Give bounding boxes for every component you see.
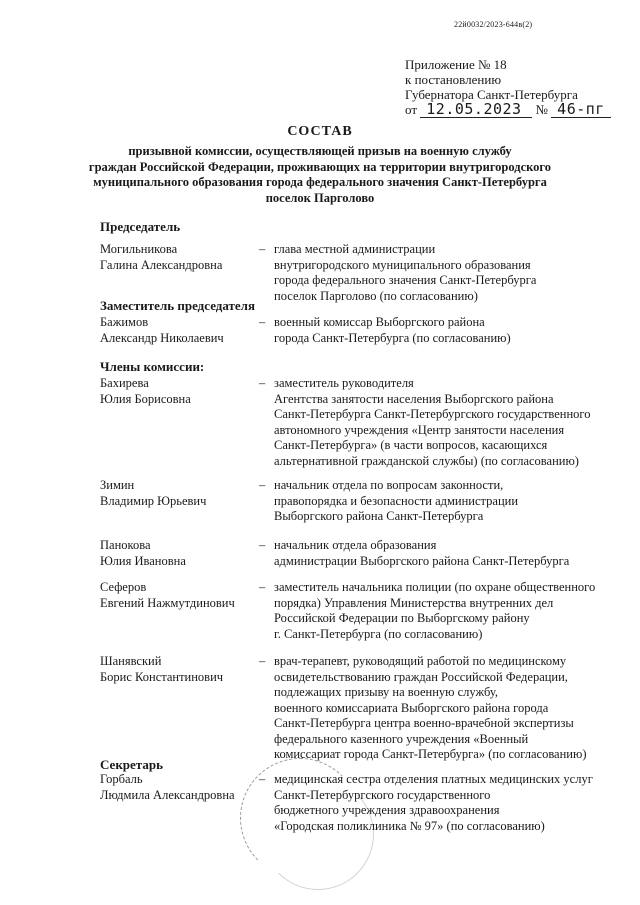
member-name-line: Сеферов xyxy=(100,580,147,594)
annex-to-resolution: к постановлению xyxy=(405,72,502,87)
member-position-line: Выборгского района Санкт-Петербурга xyxy=(274,509,484,523)
annex-date: 12.05.2023 xyxy=(420,102,532,118)
member-position-line: автономного учреждения «Центр занятости населения xyxy=(274,422,565,437)
member-name xyxy=(100,772,255,803)
dash-separator: – xyxy=(259,654,266,668)
dash-separator: – xyxy=(259,315,266,329)
member-position-line: администрации Выборгского района Санкт-Петербурга xyxy=(274,553,570,568)
member-name-line: Александр Николаевич xyxy=(100,330,224,345)
member-name-line: Людмила Александровна xyxy=(100,787,235,802)
member-name-line: Юлия Борисовна xyxy=(100,391,191,406)
member-name xyxy=(100,580,255,611)
member-position-line: г. Санкт-Петербурга (по согласованию) xyxy=(274,626,483,641)
member-name-line: Юлия Ивановна xyxy=(100,553,186,568)
dash-separator: – xyxy=(259,376,266,390)
member-name-line: Горбаль xyxy=(100,772,143,786)
document-title xyxy=(0,124,640,206)
member-position-line: Российской Федерации по Выборгскому району xyxy=(274,611,530,625)
member-position-line: Агентства занятости населения Выборгского района xyxy=(274,391,554,406)
member-name-line: Борис Константинович xyxy=(100,669,224,684)
title-line-2: граждан Российской Федерации, проживающих на территории внутригородского xyxy=(88,159,552,174)
member-position-line: военный комиссар Выборгского района xyxy=(274,315,485,329)
member-position-line: комиссариат города Санкт-Петербурга» (по согласованию) xyxy=(274,747,587,761)
annex-resolution-number: 46-пг xyxy=(551,102,611,118)
member-position-line: освидетельствованию граждан Российской Федерации, xyxy=(274,669,568,684)
seal-stamp-outline xyxy=(262,778,374,890)
title-heading: СОСТАВ xyxy=(287,124,353,139)
member-name-line: Бажимов xyxy=(100,315,149,329)
dash-separator: – xyxy=(259,538,266,552)
member-position-line: медицинская сестра отделения платных медицинских услуг xyxy=(274,772,593,786)
member-position-line: врач-терапевт, руководящий работой по медицинскому xyxy=(274,654,567,668)
annex-from-label: от xyxy=(405,102,418,117)
member-position-line: альтернативной гражданской службы) (по согласованию) xyxy=(274,453,579,468)
title-line-1: призывной комиссии, осуществляющей призыв на военную службу xyxy=(128,144,512,158)
member-name xyxy=(100,376,255,407)
member-position-line: «Городская поликлиника № 97» (по согласованию) xyxy=(274,818,545,833)
member-position xyxy=(274,580,624,642)
member-name-line: Галина Александровна xyxy=(100,257,223,272)
section-members: Члены комиссии: xyxy=(100,359,205,374)
member-position-line: военного комиссариата Выборгского района города xyxy=(274,700,549,715)
annex-date-line xyxy=(405,102,625,118)
member-name xyxy=(100,242,255,273)
member-name-line: Владимир Юрьевич xyxy=(100,493,207,508)
annex-reference xyxy=(405,57,625,118)
member-position xyxy=(274,376,624,469)
member-position-line: правопорядка и безопасности администрации xyxy=(274,493,519,508)
member-name-line: Евгений Нажмутдинович xyxy=(100,595,235,610)
member-position-line: поселок Парголово (по согласованию) xyxy=(274,288,478,303)
member-name-line: Панокова xyxy=(100,538,151,552)
member-name-line: Могильникова xyxy=(100,242,178,256)
member-position-line: федерального казенного учреждения «Военный xyxy=(274,731,529,746)
annex-governor: Губернатора Санкт-Петербурга xyxy=(405,87,578,102)
section-secretary: Секретарь xyxy=(100,757,163,772)
member-position-line: порядка) Управления Министерства внутренних дел xyxy=(274,595,554,610)
annex-number: Приложение № 18 xyxy=(405,57,507,72)
dash-separator: – xyxy=(259,242,266,256)
member-position-line: Санкт-Петербургского государственного xyxy=(274,787,491,802)
annex-number-label: № xyxy=(535,102,548,117)
title-line-3: муниципального образования города федерального значения Санкт-Петербурга xyxy=(93,175,547,189)
member-name-line: Бахирева xyxy=(100,376,149,390)
document-code: 22й0032/2023-644в(2) xyxy=(454,20,533,29)
member-position-line: Санкт-Петербурга» (в части вопросов, касающихся xyxy=(274,438,548,452)
member-name xyxy=(100,538,255,569)
dash-separator: – xyxy=(259,478,266,492)
member-name-line: Шанявский xyxy=(100,654,162,668)
dash-separator: – xyxy=(259,580,266,594)
member-name xyxy=(100,315,255,346)
member-position xyxy=(274,315,624,346)
member-name xyxy=(100,654,255,685)
member-position-line: глава местной администрации xyxy=(274,242,436,256)
member-position-line: начальник отдела по вопросам законности, xyxy=(274,478,504,492)
member-position-line: заместитель руководителя xyxy=(274,376,414,390)
member-position-line: Санкт-Петербурга центра военно-врачебной экспертизы xyxy=(274,716,574,730)
member-position-line: города федерального значения Санкт-Петербурга xyxy=(274,273,537,287)
member-name xyxy=(100,478,255,509)
member-position-line: заместитель начальника полиции (по охране общественного xyxy=(274,580,596,594)
member-position-line: Санкт-Петербурга Санкт-Петербургского государственного xyxy=(274,407,591,421)
member-position xyxy=(274,654,624,763)
section-chair: Председатель xyxy=(100,219,181,234)
member-name-line: Зимин xyxy=(100,478,135,492)
dash-separator: – xyxy=(259,772,266,786)
member-position xyxy=(274,242,624,304)
member-position-line: бюджетного учреждения здравоохранения xyxy=(274,803,500,817)
member-position-line: начальник отдела образования xyxy=(274,538,437,552)
member-position-line: города Санкт-Петербурга (по согласованию) xyxy=(274,330,511,345)
member-position xyxy=(274,538,624,569)
member-position xyxy=(274,478,624,525)
member-position-line: подлежащих призыву на военную службу, xyxy=(274,685,498,699)
member-position-line: внутригородского муниципального образования xyxy=(274,257,531,272)
title-line-4: поселок Парголово xyxy=(265,190,375,205)
section-deputy: Заместитель председателя xyxy=(100,298,256,313)
